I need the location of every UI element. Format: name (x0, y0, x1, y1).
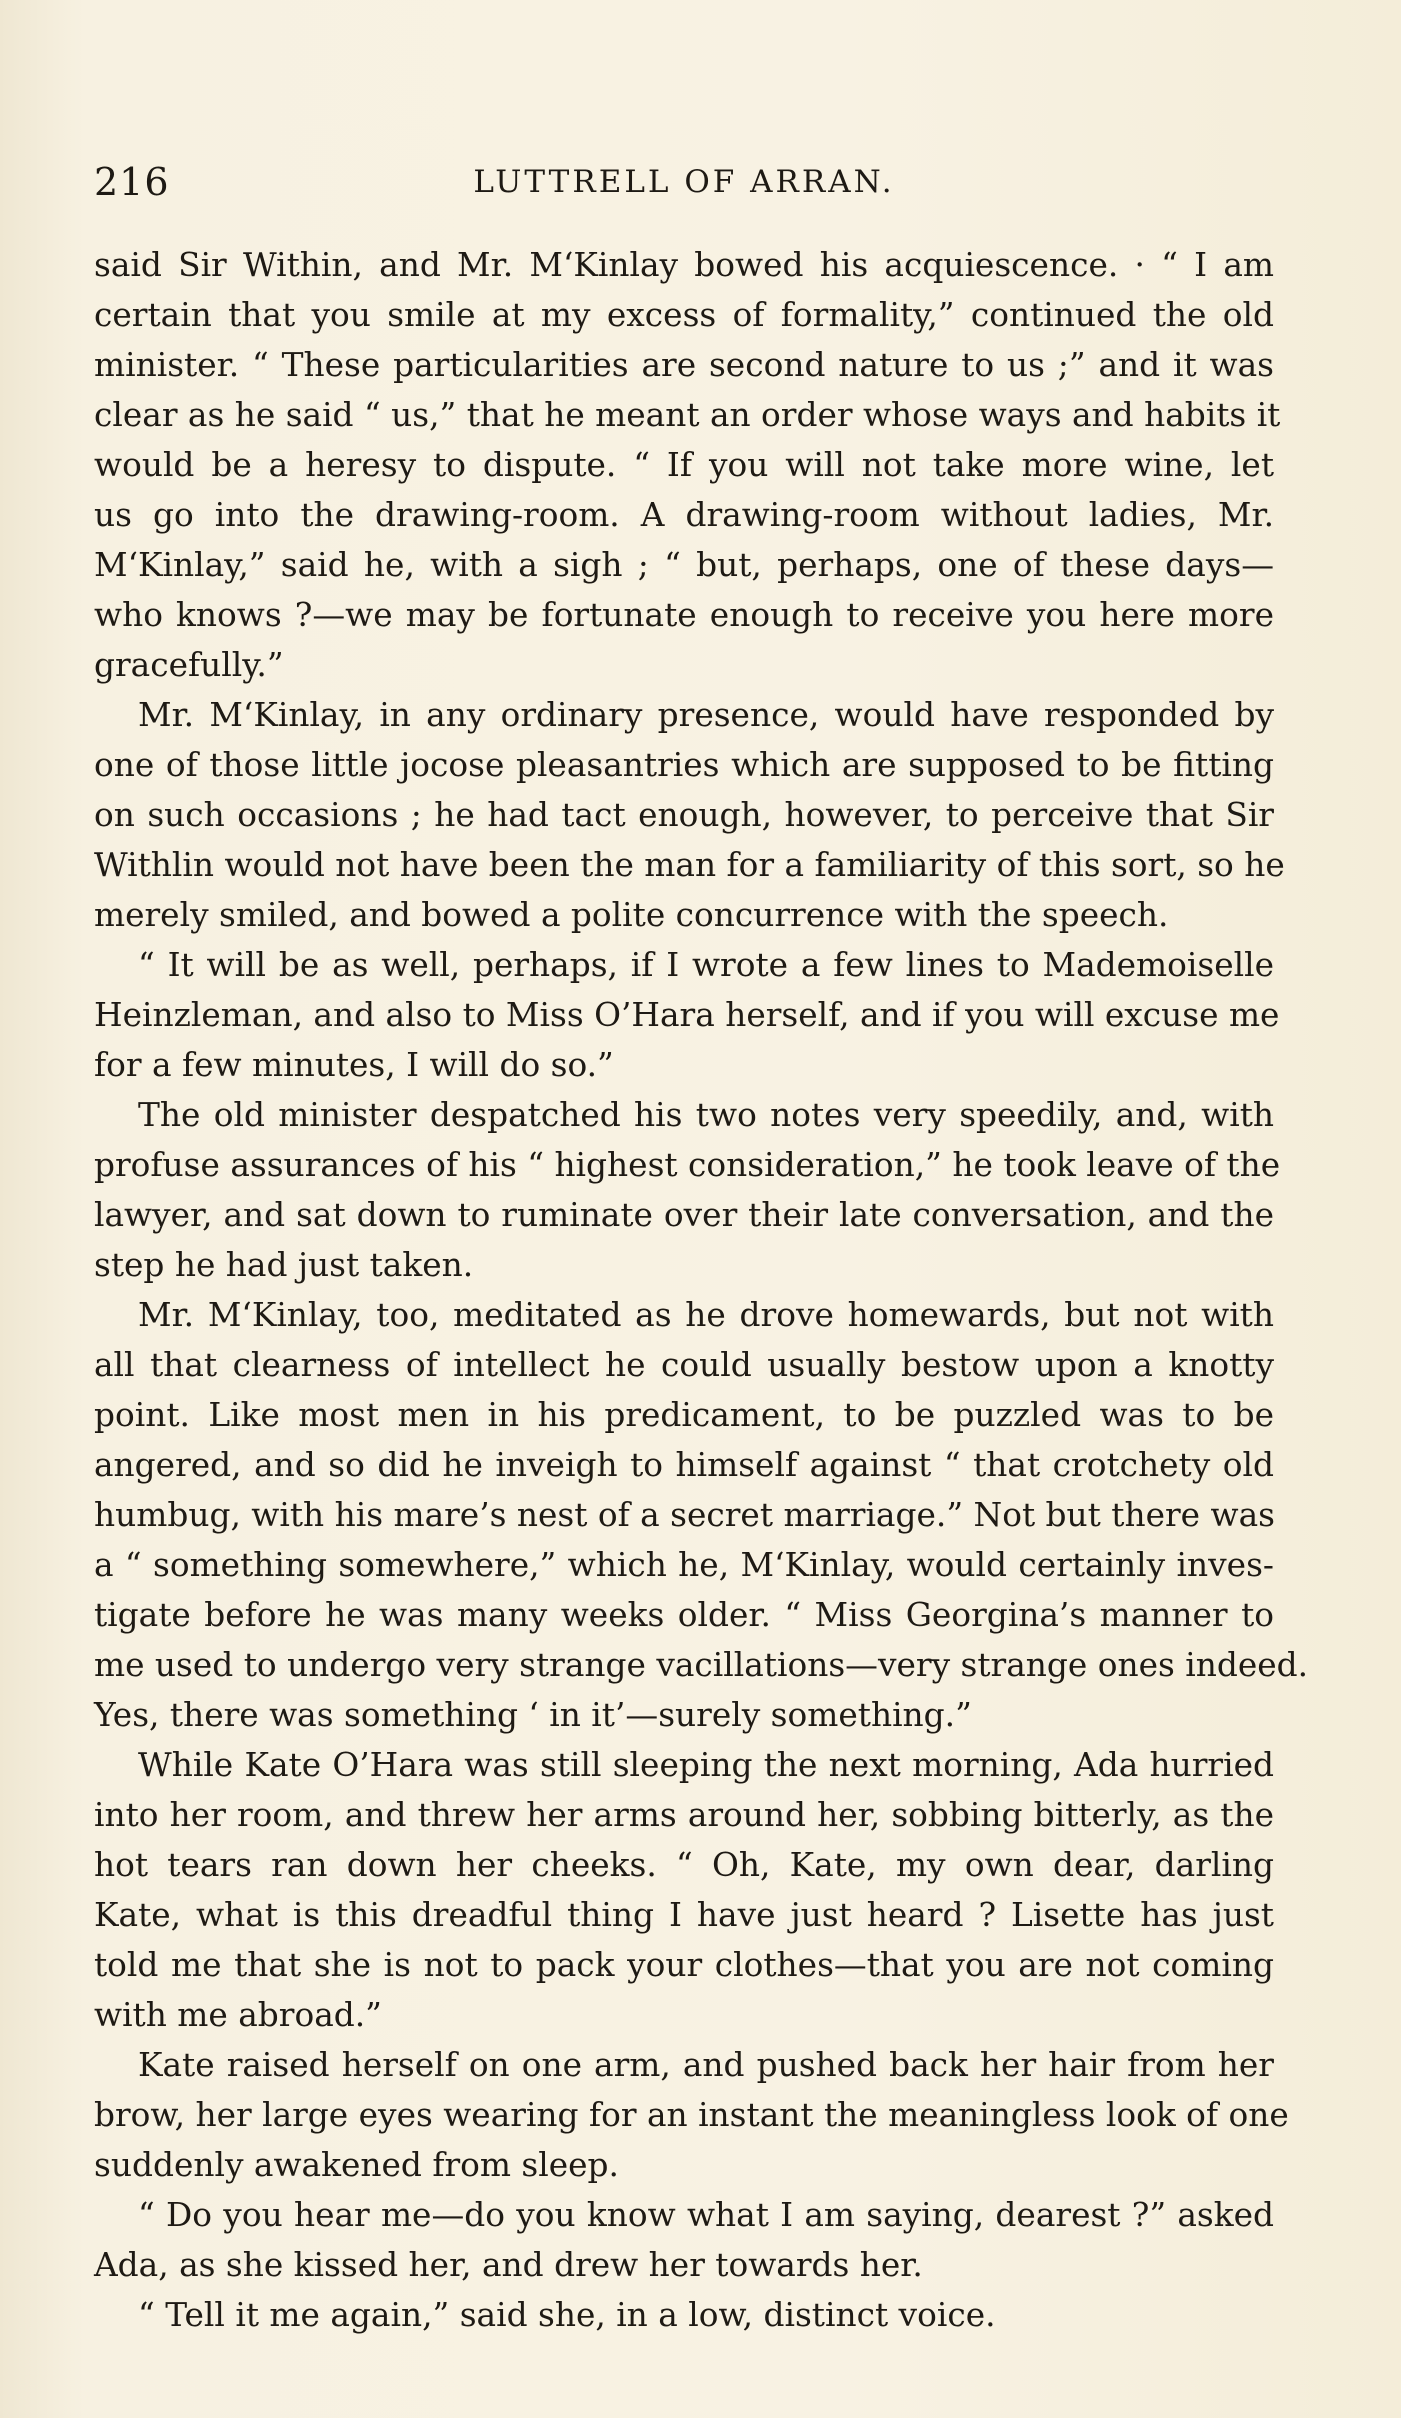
text-line: Mr. M‘Kinlay, too, meditated as he drove homewards, but not with (138, 1296, 1274, 1334)
text-line: “ Tell it me again,” said she, in a low, distinct voice. (138, 2296, 996, 2334)
text-line: Heinzleman, and also to Miss O’Hara herself, and if you will excuse me (94, 996, 1280, 1034)
text-line: humbug, with his mare’s nest of a secret marriage.” Not but there was (94, 1496, 1275, 1534)
page-header (94, 160, 1274, 220)
text-line: suddenly awakened from sleep. (94, 2146, 619, 2184)
text-line: gracefully.” (94, 646, 284, 684)
text-line: Mr. M‘Kinlay, in any ordinary presence, would have responded by (138, 696, 1274, 734)
text-line: would be a heresy to dispute. “ If you will not take more wine, let (94, 446, 1274, 484)
text-line: point. Like most men in his predicament, to be puzzled was to be (94, 1396, 1274, 1434)
text-line: brow, her large eyes wearing for an instant the meaningless look of one (94, 2096, 1289, 2134)
text-line: “ Do you hear me—do you know what I am saying, dearest ?” asked (138, 2196, 1274, 2234)
text-line: Ada, as she kissed her, and drew her towards her. (94, 2246, 923, 2284)
text-line: us go into the drawing-room. A drawing-room without ladies, Mr. (94, 496, 1274, 534)
text-line: said Sir Within, and Mr. M‘Kinlay bowed his acquiescence. · “ I am (94, 246, 1274, 284)
text-line: with me abroad.” (94, 1996, 382, 2034)
text-line: Yes, there was something ‘ in it’—surely something.” (94, 1696, 972, 1734)
text-line: clear as he said “ us,” that he meant an order whose ways and habits it (94, 396, 1281, 434)
body-text (94, 240, 1309, 2340)
text-line: lawyer, and sat down to ruminate over their late conversation, and the (94, 1196, 1274, 1234)
text-line: Kate raised herself on one arm, and pushed back her hair from her (138, 2046, 1274, 2084)
text-line: angered, and so did he inveigh to himself against “ that crotchety old (94, 1446, 1274, 1484)
text-line: all that clearness of intellect he could usually bestow upon a knotty (94, 1346, 1274, 1384)
text-line: who knows ?—we may be fortunate enough to receive you here more (94, 596, 1274, 634)
text-line: tigate before he was many weeks older. “ Miss Georgina’s manner to (94, 1596, 1274, 1634)
running-title: LUTTRELL OF ARRAN. (473, 164, 895, 200)
text-line: told me that she is not to pack your clothes—that you are not coming (94, 1946, 1274, 1984)
text-line: Withlin would not have been the man for a familiarity of this sort, so he (94, 846, 1285, 884)
text-line: The old minister despatched his two notes very speedily, and, with (138, 1096, 1274, 1134)
text-line: on such occasions ; he had tact enough, however, to perceive that Sir (94, 796, 1274, 834)
text-line: “ It will be as well, perhaps, if I wrote a few lines to Mademoiselle (138, 946, 1274, 984)
text-line: M‘Kinlay,” said he, with a sigh ; “ but, perhaps, one of these days— (94, 546, 1274, 584)
text-line: a “ something somewhere,” which he, M‘Kinlay, would certainly inves- (94, 1546, 1274, 1584)
text-line: While Kate O’Hara was still sleeping the next morning, Ada hurried (138, 1746, 1274, 1784)
text-line: hot tears ran down her cheeks. “ Oh, Kate, my own dear, darling (94, 1846, 1274, 1884)
text-line: certain that you smile at my excess of formality,” continued the old (94, 296, 1274, 334)
text-line: into her room, and threw her arms around her, sobbing bitterly, as the (94, 1796, 1274, 1834)
text-line: one of those little jocose pleasantries which are supposed to be fitting (94, 746, 1274, 784)
text-line: minister. “ These particularities are second nature to us ;” and it was (94, 346, 1274, 384)
text-line: for a few minutes, I will do so.” (94, 1046, 614, 1084)
text-line: merely smiled, and bowed a polite concurrence with the speech. (94, 896, 1169, 934)
page-number: 216 (94, 160, 170, 204)
text-line: me used to undergo very strange vacillations—very strange ones indeed. (94, 1646, 1309, 1684)
text-line: Kate, what is this dreadful thing I have just heard ? Lisette has just (94, 1896, 1274, 1934)
text-line: step he had just taken. (94, 1246, 474, 1284)
text-line: profuse assurances of his “ highest consideration,” he took leave of the (94, 1146, 1281, 1184)
